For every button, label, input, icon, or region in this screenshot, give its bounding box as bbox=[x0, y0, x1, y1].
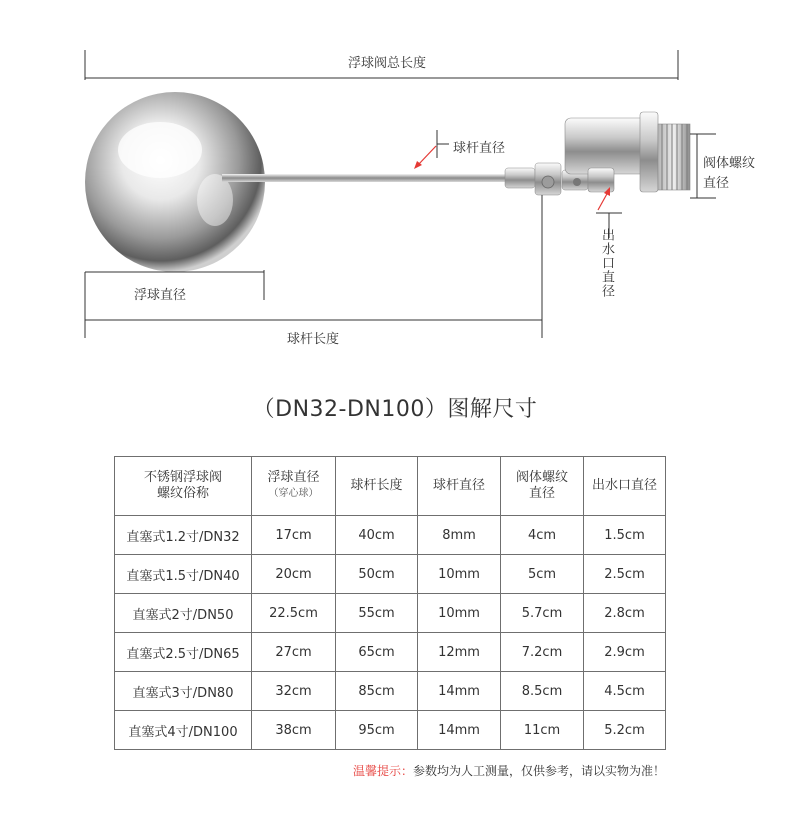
outlet-diameter-label: 出水口直径 bbox=[599, 228, 614, 298]
cell-model: 直塞式1.2寸/DN32 bbox=[115, 516, 252, 555]
cell-rod-length: 40cm bbox=[336, 516, 418, 555]
cell-ball-diameter: 17cm bbox=[252, 516, 336, 555]
cell-rod-length: 50cm bbox=[336, 555, 418, 594]
rod-length-label: 球杆长度 bbox=[287, 332, 340, 347]
cell-outlet-diameter: 4.5cm bbox=[584, 672, 666, 711]
cell-outlet-diameter: 5.2cm bbox=[584, 711, 666, 750]
thread-diameter-label-line2: 直径 bbox=[703, 176, 730, 191]
cell-thread-diameter: 5.7cm bbox=[501, 594, 584, 633]
valve-thread bbox=[658, 124, 690, 190]
table-row bbox=[115, 516, 666, 555]
cell-model: 直塞式3寸/DN80 bbox=[115, 672, 252, 711]
header-model-line2: 螺纹俗称 bbox=[156, 486, 209, 501]
cell-outlet-diameter: 2.8cm bbox=[584, 594, 666, 633]
cell-rod-diameter: 10mm bbox=[418, 594, 501, 633]
float-rod bbox=[222, 174, 518, 182]
rod-diameter-pointer bbox=[414, 130, 449, 169]
cell-thread-diameter: 5cm bbox=[501, 555, 584, 594]
cell-rod-diameter: 8mm bbox=[418, 516, 501, 555]
header-ball-diameter bbox=[252, 457, 336, 516]
table-row bbox=[115, 633, 666, 672]
cell-rod-diameter: 14mm bbox=[418, 672, 501, 711]
header-rod-diameter: 球杆直径 bbox=[418, 457, 501, 516]
disclaimer-prefix: 温馨提示： bbox=[352, 764, 413, 778]
cell-rod-length: 65cm bbox=[336, 633, 418, 672]
cell-ball-diameter: 20cm bbox=[252, 555, 336, 594]
cell-rod-length: 55cm bbox=[336, 594, 418, 633]
cell-rod-diameter: 14mm bbox=[418, 711, 501, 750]
cell-thread-diameter: 7.2cm bbox=[501, 633, 584, 672]
cell-thread-diameter: 4cm bbox=[501, 516, 584, 555]
cell-thread-diameter: 8.5cm bbox=[501, 672, 584, 711]
table-row bbox=[115, 555, 666, 594]
header-thread-diameter bbox=[501, 457, 584, 516]
cell-model: 直塞式1.5寸/DN40 bbox=[115, 555, 252, 594]
cell-ball-diameter: 32cm bbox=[252, 672, 336, 711]
header-model-line1: 不锈钢浮球阀 bbox=[143, 470, 222, 485]
cell-ball-diameter: 38cm bbox=[252, 711, 336, 750]
cell-outlet-diameter: 2.5cm bbox=[584, 555, 666, 594]
cell-thread-diameter: 11cm bbox=[501, 711, 584, 750]
total-length-label: 浮球阀总长度 bbox=[348, 56, 427, 71]
disclaimer-text: 参数均为人工测量，仅供参考，请以实物为准！ bbox=[412, 764, 665, 778]
header-model bbox=[115, 457, 252, 516]
cell-rod-diameter: 12mm bbox=[418, 633, 501, 672]
section-title: （DN32-DN100）图解尺寸 bbox=[252, 397, 538, 422]
header-thread-diameter-line1: 阀体螺纹 bbox=[515, 470, 568, 485]
table-row bbox=[115, 594, 666, 633]
header-ball-diameter-label: 浮球直径 bbox=[267, 470, 320, 485]
cell-ball-diameter: 22.5cm bbox=[252, 594, 336, 633]
size-spec-table bbox=[114, 456, 666, 750]
cell-outlet-diameter: 2.9cm bbox=[584, 633, 666, 672]
table-row bbox=[115, 672, 666, 711]
rod-diameter-label: 球杆直径 bbox=[453, 141, 506, 156]
disclaimer-note bbox=[353, 762, 665, 779]
thread-diameter-label-line1: 阀体螺纹 bbox=[703, 156, 756, 171]
header-ball-diameter-sub: （穿心球） bbox=[268, 488, 319, 499]
header-rod-length: 球杆长度 bbox=[336, 457, 418, 516]
cell-model: 直塞式4寸/DN100 bbox=[115, 711, 252, 750]
ball-diameter-label: 浮球直径 bbox=[134, 288, 187, 303]
cell-model: 直塞式2寸/DN50 bbox=[115, 594, 252, 633]
cell-ball-diameter: 27cm bbox=[252, 633, 336, 672]
cell-model: 直塞式2.5寸/DN65 bbox=[115, 633, 252, 672]
cell-rod-length: 85cm bbox=[336, 672, 418, 711]
cell-outlet-diameter: 1.5cm bbox=[584, 516, 666, 555]
header-outlet-diameter: 出水口直径 bbox=[584, 457, 666, 516]
cell-rod-diameter: 10mm bbox=[418, 555, 501, 594]
header-thread-diameter-line2: 直径 bbox=[528, 486, 555, 501]
ball-highlight bbox=[118, 122, 202, 178]
ball-diameter-dimension bbox=[85, 270, 264, 338]
table-row bbox=[115, 711, 666, 750]
cell-rod-length: 95cm bbox=[336, 711, 418, 750]
table-header-row bbox=[115, 457, 666, 516]
